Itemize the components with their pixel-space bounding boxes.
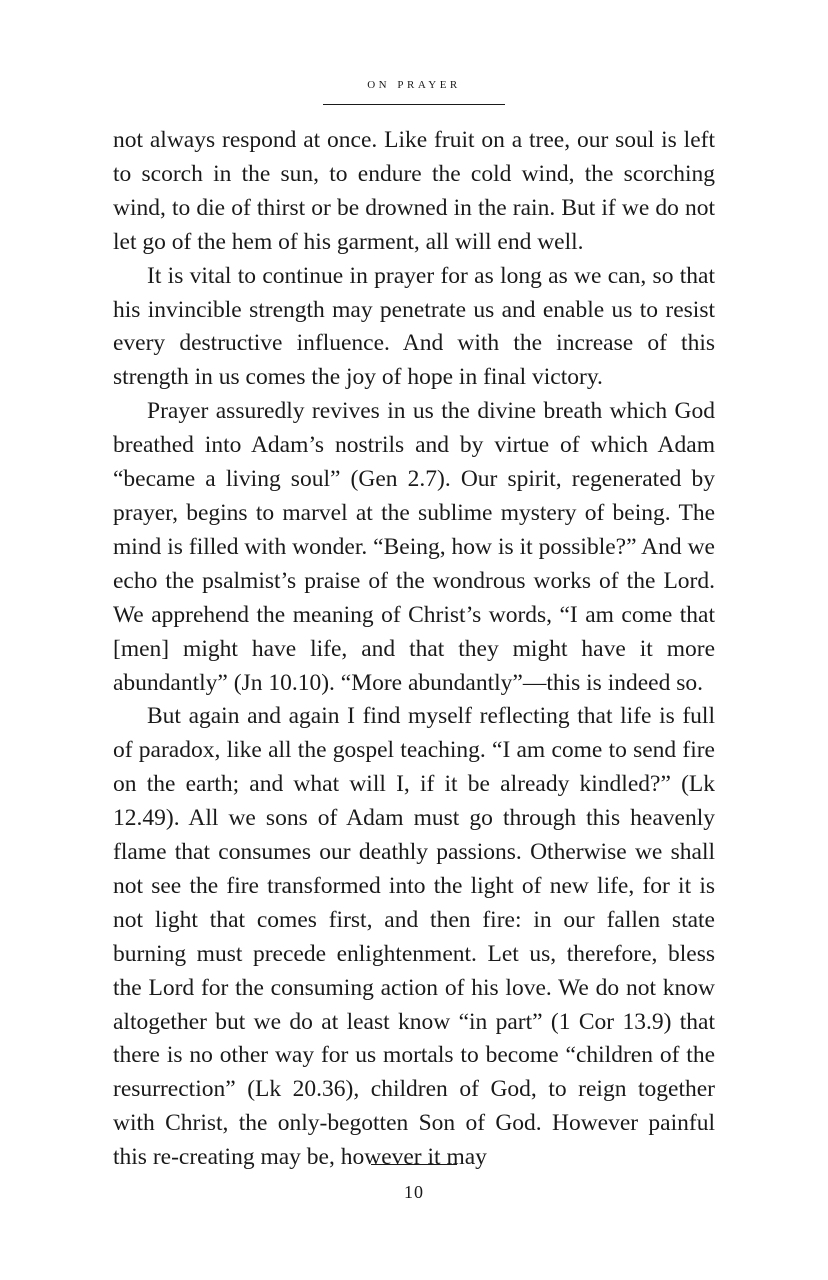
running-head: on prayer bbox=[367, 76, 461, 92]
body-text bbox=[113, 124, 715, 1175]
footer-rule bbox=[371, 1164, 457, 1165]
paragraph: It is vital to continue in prayer for as long as we can, so that his invincible strength may penetrate us and enable us to resist every destructive influence. And with the increase of this strength in us comes the joy of hope in final victory. bbox=[113, 262, 715, 391]
header-rule bbox=[323, 104, 505, 105]
paragraph: Prayer assuredly revives in us the divine breath which God breathed into Adam’s nostrils and by virtue of which Adam “became a living soul” (Gen 2.7). Our spirit, regenerated by prayer, begins to marvel at the sublime mystery of being. The mind is filled with wonder. “Being, how is it possible?” And we echo the psalmist’s praise of the wondrous works of the Lord. We apprehend the meaning of Christ’s words, “I am come that [men] might have life, and that they might have it more abundantly” (Jn 10.10). “More abundantly”—this is indeed so. bbox=[113, 398, 715, 696]
page-number: 10 bbox=[404, 1182, 424, 1202]
paragraph-continued: not always respond at once. Like fruit on a tree, our soul is left to scorch in the sun, to endure the cold wind, the scorching wind, to die of thirst or be drowned in the rain. But if we do not let go of the hem of his garment, all will end well. bbox=[113, 127, 715, 255]
paragraph: But again and again I find myself reflecting that life is full of paradox, like all the gospel teaching. “I am come to send fire on the earth; and what will I, if it be already kindled?” (Lk 12.49). All we sons of Adam must go through this heavenly flame that consumes our deathly passions. Otherwise we shall not see the fire transformed into the light of new life, for it is not light that comes first, and then fire: in our fallen state burning must precede enlightenment. Let us, therefore, bless the Lord for the consuming action of his love. We do not know altogether but we do at least know “in part” (1 Cor 13.9) that there is no other way for us mortals to become “children of the resurrection” (Lk 20.36), children of God, to reign together with Christ, the only-begotten Son of God. However painful this re-creating may be, however it may bbox=[113, 703, 715, 1171]
